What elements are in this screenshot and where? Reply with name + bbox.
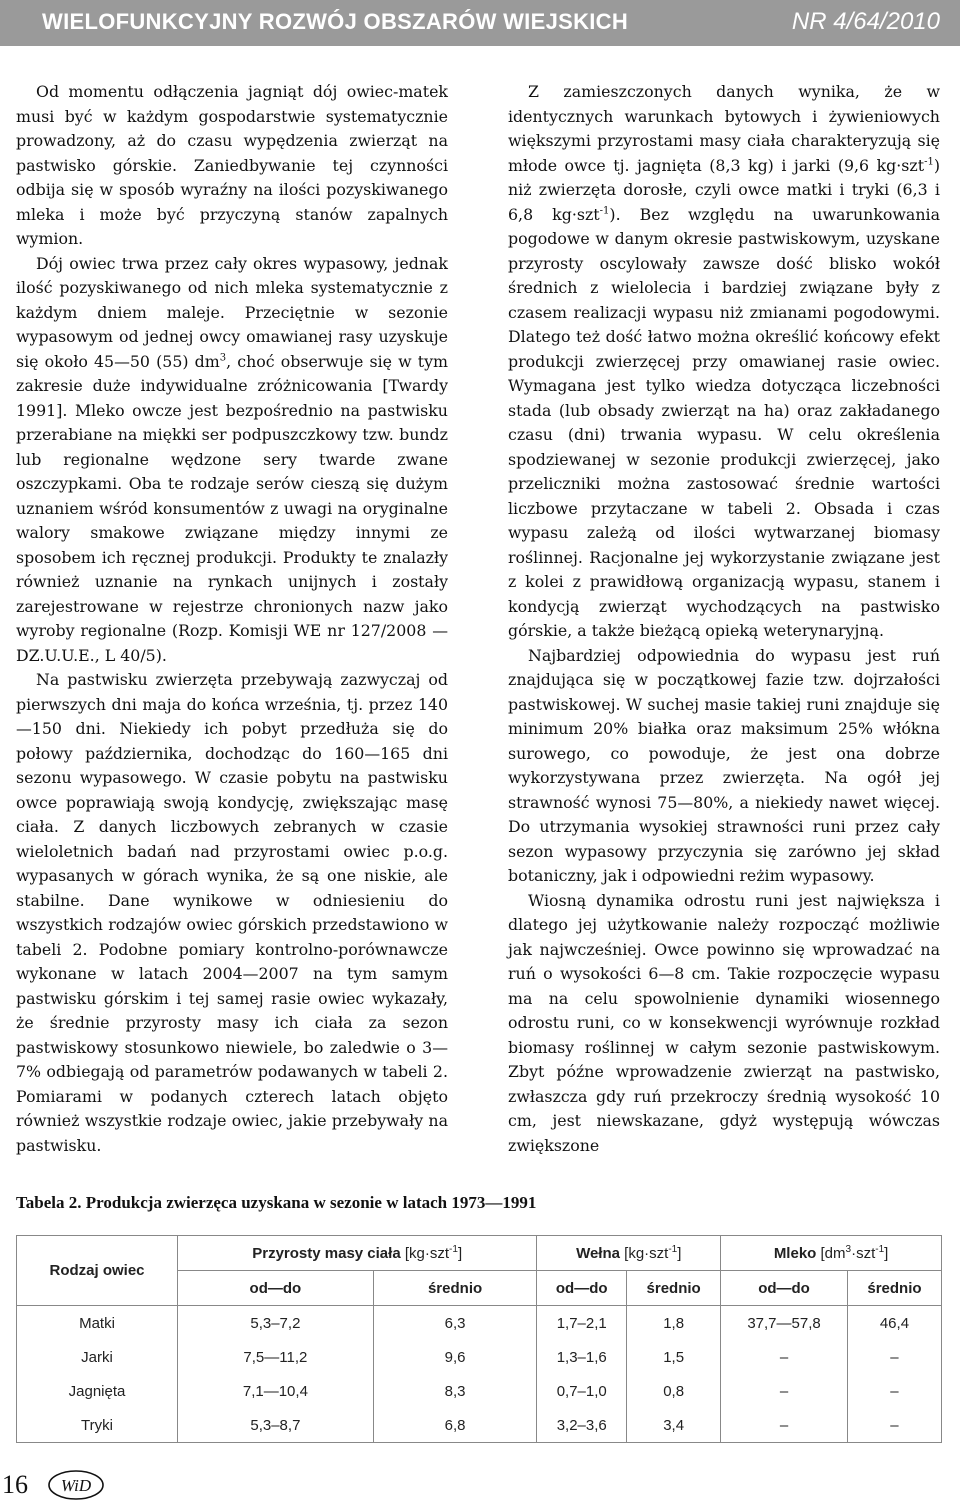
right-column — [508, 80, 940, 1158]
table-cell: 0,8 — [627, 1374, 721, 1408]
table-cell: 1,8 — [627, 1306, 721, 1341]
row-header: Rodzaj owiec — [17, 1236, 178, 1306]
superscript: -1 — [924, 156, 934, 168]
sub-header: od—do — [178, 1271, 374, 1306]
sub-header: od—do — [537, 1271, 627, 1306]
table-cell: 5,3–8,7 — [178, 1408, 374, 1443]
sub-header: od—do — [721, 1271, 848, 1306]
group-header-milk: Mleko $[dm^3\cdot szt^{-1}]$ — [721, 1236, 942, 1271]
table-cell: Jagnięta — [17, 1374, 178, 1408]
table-cell: – — [721, 1340, 848, 1374]
table-cell: – — [721, 1374, 848, 1408]
table-cell: 7,1—10,4 — [178, 1374, 374, 1408]
table-row — [17, 1340, 942, 1374]
page-number: 16 — [2, 1470, 28, 1499]
table-cell: – — [847, 1374, 941, 1408]
table-cell: 0,7–1,0 — [537, 1374, 627, 1408]
table-cell: 1,5 — [627, 1340, 721, 1374]
table-cell: Tryki — [17, 1408, 178, 1443]
table-cell: 6,3 — [373, 1306, 537, 1341]
table-row — [17, 1408, 942, 1443]
sub-header: średnio — [373, 1271, 537, 1306]
left-paragraph-1: Od momentu odłączenia jagniąt dój owiec-matek musi być w każdym gospodarstwie systematycznie prowadzony, aż do czasu wypędzenia zwierząt na pastwisko górskie. Zaniedbywanie tej czynności odbija się w sposób wyraźny na ilości pozyskiwanego mleka i może być przyczyną stanów zapalnych wymion. — [16, 82, 448, 248]
table-cell: Jarki — [17, 1340, 178, 1374]
issue-number: NR 4/64/2010 — [791, 8, 940, 35]
table-caption: Tabela 2. Produkcja zwierzęca uzyskana w sezonie w latach 1973—1991 — [16, 1193, 537, 1212]
table-cell: 6,8 — [373, 1408, 537, 1443]
left-paragraph-2: Dój owiec trwa przez cały okres wypasowy, jednak ilość pozyskiwanego od nich mleka systematycznie z każdym dniem maleje. Przeciętnie w sezonie wypasowym od jednej owcy omawianej rasy uzyskuje się około 45—50 (55) $dm^3$, choć obserwuje się w tym zakresie duże indywidualne zróżnicowania [Twardy 1991]. Mleko owcze jest bezpośrednio na pastwisku przerabiane na miękki ser podpuszczkowy tzw. bundz lub regionalne wędzone sery twarde zwane oszczypkami. Oba te rodzaje serów cieszą się dużym uznaniem wśród konsumentów z uwagi na oryginalne walory smakowe związane między innymi ze sposobem ich ręcznej produkcji. Produkty te znalazły również uznanie na rynkach unijnych i zostały zarejestrowane w rejestrze chronionych nazw jako wyroby regionalne (Rozp. Komisji WE nr 127/2008 — DZ.U.U.E., L 40/5). — [16, 253, 448, 665]
table-cell: 3,2–3,6 — [537, 1408, 627, 1443]
journal-title: WIELOFUNKCYJNY ROZWÓJ OBSZARÓW WIEJSKICH — [42, 9, 629, 34]
superscript: 3 — [219, 352, 227, 364]
table-cell: – — [721, 1408, 848, 1443]
left-paragraph-3: Na pastwisku zwierzęta przebywają zazwyczaj od pierwszych dni maja do końca września, tj. przez 140—150 dni. Niekiedy ich pobyt przedłuża się do połowy października, dochodząc do 160—165 dni sezonu wypasowego. W czasie pobytu na pastwisku owce poprawiają swoją kondycję, zwiększając masę ciała. Z danych liczbowych zebranych w czasie wieloletnich badań nad przyrostami owiec p.o.g. wypasanych w górach wynika, że są one niskie, ale stabilne. Dane wynikowe w odniesieniu do wszystkich rodzajów owiec górskich przedstawiono w tabeli 2. Podobne pomiary kontrolno-porównawcze wykonane w latach 2004—2007 na tym samym pastwisku górskim i tej samej rasie owiec wykazały, że średnie przyrosty masy ich ciała za sezon pastwiskowy stosunkowo niewiele, bo zaledwie o 3—7% odbiegają od parametrów podawanych w tabeli 2. Pomiarami w podanych czterech latach objęto również wszystkie rodzaje owiec, jakie przebywały na pastwisku. — [16, 670, 448, 1155]
table-row — [17, 1306, 942, 1341]
right-paragraph-2: Najbardziej odpowiednia do wypasu jest ruń znajdująca się w początkowej fazie tzw. dojrzałości pastwiskowej. W suchej masie takiej runi znajduje się minimum 20% białka oraz maksimum 25% włókna surowego, co powoduje, że jest ona dobrze wykorzystywana przez zwierzęta. Na ogół jej strawność wynosi 75—80%, a niekiedy nawet więcej. Do utrzymania wysokiej strawności runi przez cały sezon wypasowy przyczynia się zarówno jej skład botaniczny, jak i odpowiedni reżim wypasowy. — [508, 645, 940, 885]
header-bar — [0, 0, 960, 46]
left-column — [16, 80, 448, 1158]
table-cell: 1,3–1,6 — [537, 1340, 627, 1374]
table-cell: 3,4 — [627, 1408, 721, 1443]
logo-text: WiD — [60, 1476, 92, 1495]
table-cell: 9,6 — [373, 1340, 537, 1374]
table-cell: 37,7—57,8 — [721, 1306, 848, 1341]
data-table — [16, 1235, 942, 1443]
table-cell: 5,3–7,2 — [178, 1306, 374, 1341]
group-header-growth: Przyrosty masy ciała [kg·szt$^{-1}$] — [178, 1236, 537, 1271]
table-cell: 8,3 — [373, 1374, 537, 1408]
superscript: -1 — [599, 205, 610, 217]
table-cell: – — [847, 1340, 941, 1374]
sub-header: średnio — [627, 1271, 721, 1306]
table-cell: Matki — [17, 1306, 178, 1341]
table-cell: 46,4 — [847, 1306, 941, 1341]
table-row — [17, 1374, 942, 1408]
table-cell: – — [847, 1408, 941, 1443]
table-cell: 7,5—11,2 — [178, 1340, 374, 1374]
sub-header: średnio — [847, 1271, 941, 1306]
group-header-wool: Wełna [kg·szt$^{-1}$] — [537, 1236, 721, 1271]
right-paragraph-3: Wiosną dynamika odrostu runi jest największa i dlatego jej użytkowanie należy rozpocząć możliwie jak najwcześniej. Owce powinno się wprowadzać na ruń o wysokości 6—8 cm. Takie rozpoczęcie wypasu ma na celu spowolnienie dynamiki wiosennego odrostu runi, co w konsekwencji wyrównuje rozkład biomasy roślinnej w całym sezonie pastwiskowym. Zbyt późne wprowadzenie zwierząt na pastwisko, zwłaszcza gdy ruń przekroczy średnią wysokość 10 cm, jest niewskazane, gdyż występują wówczas zwiększone — [508, 890, 940, 1155]
table-cell: 1,7–2,1 — [537, 1306, 627, 1341]
right-paragraph-1: Z zamieszczonych danych wynika, że w identycznych warunkach bytowych i żywieniowych większymi przyrostami masy ciała charakteryzują się młode owce tj. jagnięta (8,3 kg) i jarki (9,6 kg·szt$^{-1}$) niż zwierzęta dorosłe, czyli owce matki i tryki (6,3 i 6,8 kg·szt$^{-1}$). Bez względu na uwarunkowania pogodowe w danym okresie pastwiskowym, uzyskane przyrosty oscylowały zawsze dość blisko wokół średnich z wielolecia i bardziej związane były z czasem realizacji wypasu niż zmianami pogodowymi. Dlatego też dość łatwo można określić końcowy efekt produkcji zwierzęcej przy omawianej rasie owiec. Wymagana jest tylko wiedza dotycząca liczebności stada (lub obsady zwierząt na ha) oraz zakładanego czasu (dni) trwania wypasu. W celu określenia spodziewanej w sezonie produkcji zwierzęcej, jako przeliczniki można zastosować średnie wartości liczbowe przytaczane w tabeli 2. Obsada i czas wypasu zależą od ilości wytwarzanej biomasy roślinnej. Racjonalne jej wykorzystanie związane jest z kolei z prawidłową organizacją wypasu, stanem i kondycją zwierząt wychodzących na pastwisko górskie, a także bieżącą opieką weterynaryjną. — [508, 82, 940, 640]
wid-logo-icon — [46, 1468, 106, 1502]
